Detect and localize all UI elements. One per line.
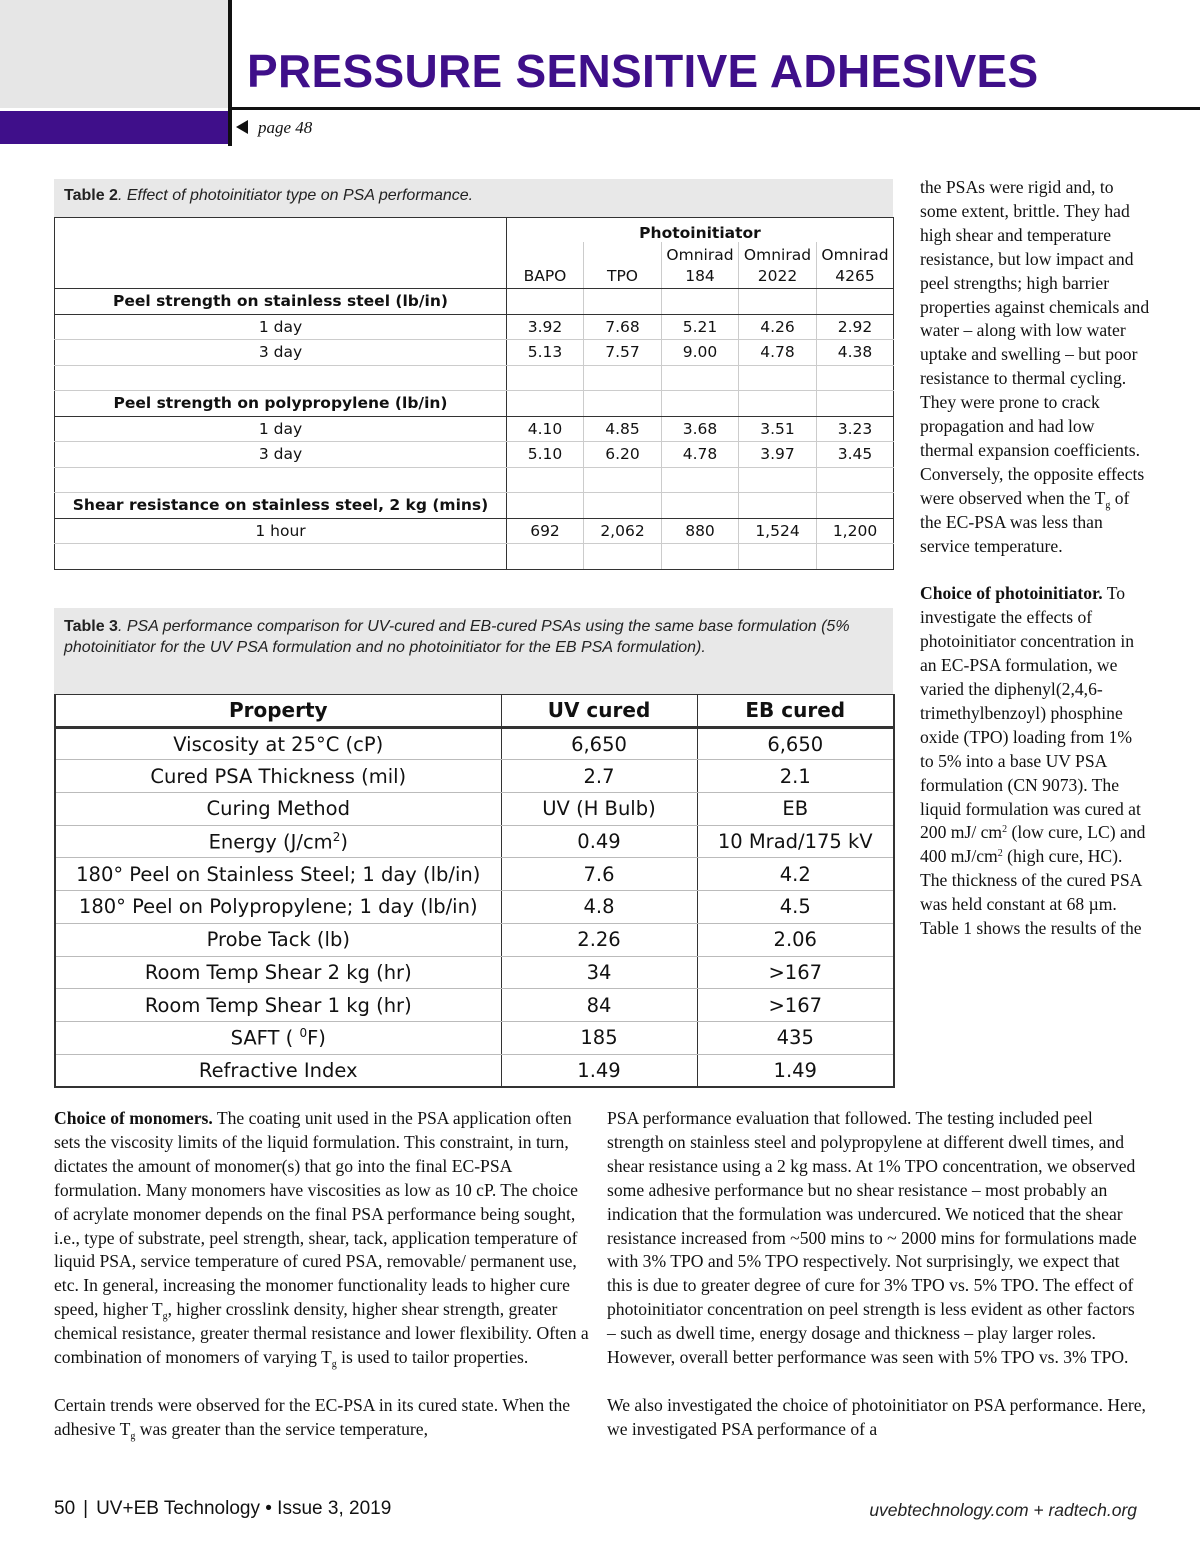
left-column-text [54, 1107, 589, 1442]
page-number: 50 [54, 1498, 76, 1519]
table2-header-row [55, 218, 894, 242]
table2-spacer-row [55, 467, 894, 493]
table2-section-title: Shear resistance on stainless steel, 2 kg (mins) [55, 493, 507, 519]
header-horizontal-rule [228, 107, 1200, 110]
table2-corner-cell [55, 218, 507, 289]
table-row: Viscosity at 25°C (cP) 6,650 6,650 [55, 727, 894, 760]
table-row: 180° Peel on Polypropylene; 1 day (lb/in) 4.8 4.5 [55, 891, 894, 924]
table-row: Probe Tack (lb) 2.26 2.06 [55, 923, 894, 956]
table3-header-row [55, 695, 894, 728]
page-reference-link[interactable] [236, 118, 312, 138]
publication-name: UV+EB Technology • Issue 3, 2019 [96, 1498, 392, 1519]
header-vertical-rule [228, 0, 232, 146]
table-row: 1 hour 692 2,062 880 1,524 1,200 [55, 518, 894, 544]
table-row: 1 day 4.10 4.85 3.68 3.51 3.23 [55, 416, 894, 442]
table-row: 1 day 3.92 7.68 5.21 4.26 2.92 [55, 314, 894, 340]
paragraph: PSA performance evaluation that followed. The testing included peel strength on stainless steel and polypropylene at different dwell times, and shear resistance using a 2 kg mass. At 1% TPO concentration, we observed some adhesive performance but no shear resistance – most probably an indication that the formulation was undercured. We noticed that the shear resistance increased from ~500 mins to ~ 2000 mins for formulations made with 3% TPO and 5% TPO respectively. Not surprisingly, we expect that this is due to greater degree of cure for 3% TPO vs. 5% TPO. The effect of photoinitiator concentration on peel strength is less evident as other factors – such as dwell time, energy dosage and thickness – play larger roles. However, overall better performance was seen with 5% TPO vs. 3% TPO. [607, 1108, 1137, 1368]
table2 [54, 217, 894, 570]
table-row: Energy $(J/cm^2)$ 0.49 10 Mrad/175 kV [55, 825, 894, 858]
footer-websites-link[interactable]: uvebtechnology.com + radtech.org [869, 1500, 1137, 1520]
table2-spacer-row [55, 544, 894, 570]
page-reference-text: page 48 [258, 118, 313, 137]
footer-separator: | [83, 1498, 89, 1519]
table2-section-row [55, 391, 894, 417]
header-purple-bar [0, 111, 228, 144]
table2-col-header: Omnirad 184 [662, 242, 739, 289]
table-row: Room Temp Shear 2 kg (hr) 34 >167 [55, 956, 894, 989]
section-title: PRESSURE SENSITIVE ADHESIVES [247, 45, 1039, 97]
middle-column-text [607, 1107, 1147, 1442]
table2-section-row [55, 493, 894, 519]
saft-cell: SAFT ( $^0$F) [55, 1021, 501, 1054]
table2-section-row [55, 289, 894, 315]
paragraph: We also investigated the choice of photoinitiator on PSA performance. Here, we investigated PSA performance of a [607, 1394, 1146, 1439]
table2-section-title: Peel strength on stainless steel (lb/in) [55, 289, 507, 315]
table2-spacer-row [55, 365, 894, 391]
right-column-text [920, 176, 1150, 941]
table2-group-header: Photoinitiator [507, 218, 894, 242]
header-grey-block [0, 0, 228, 108]
table2-section-title: Peel strength on polypropylene (lb/in) [55, 391, 507, 417]
table-row: 180° Peel on Stainless Steel; 1 day (lb/in) 7.6 4.2 [55, 858, 894, 891]
table3 [54, 694, 895, 1088]
table-row: 3 day 5.13 7.57 9.00 4.78 4.38 [55, 340, 894, 366]
table2-col-header: TPO [584, 242, 662, 289]
table-row: Refractive Index 1.49 1.49 [55, 1054, 894, 1087]
table3-header-eb: EB cured [697, 695, 894, 728]
subheading-photoinitiator: Choice of photoinitiator. [920, 583, 1103, 604]
paragraph: the PSAs were rigid and, to some extent, brittle. They had high shear and temperature resistance, but low impact and peel strengths; high barrier properties against chemicals and water – along with low water uptake and swelling – but poor resistance to thermal cycling. They were prone to crack propagation and had low thermal expansion coefficients. Conversely, the opposite effects were observed when the $T_g$ of the EC-PSA was less than service temperature. [920, 177, 1150, 556]
table3-caption-label: Table 3 [64, 618, 118, 635]
table-row: Cured PSA Thickness (mil) 2.7 2.1 [55, 760, 894, 793]
table3-caption-text: . PSA performance comparison for UV-cured and EB-cured PSAs using the same base formulation (5% photoinitiator for the UV PSA formulation and no photoinitiator for the EB PSA formulation). [64, 618, 850, 656]
table2-caption-text: . Effect of photoinitiator type on PSA performance. [117, 187, 474, 204]
paragraph: Certain trends were observed for the EC-PSA in its cured state. When the adhesive $T_g$ was greater than the service temperature, [54, 1394, 571, 1442]
table2-caption-label: Table 2 [64, 187, 118, 204]
table2-col-header: Omnirad 2022 [739, 242, 817, 289]
table2-col-header: BAPO [507, 242, 584, 289]
paragraph: Choice of photoinitiator. To investigate the effects of photoinitiator concentration in an EC-PSA formulation, we varied the diphenyl(2,4,6-trimethylbenzoyl) phosphine oxide (TPO) loading from 1% to 5% into a base UV PSA formulation (CN 9073). The liquid formulation was cured at 200 mJ/ $cm^2$ (low cure, LC) and 400 $mJ/cm^2$ (high cure, HC). The thickness of the cured PSA was held constant at 68 µm. Table 1 shows the results of the [920, 583, 1146, 939]
table2-col-header: Omnirad 4265 [817, 242, 894, 289]
table-row: 3 day 5.10 6.20 4.78 3.97 3.45 [55, 442, 894, 468]
table3-header-uv: UV cured [501, 695, 697, 728]
table3-caption [54, 608, 893, 694]
table-row: Room Temp Shear 1 kg (hr) 84 >167 [55, 989, 894, 1022]
back-arrow-icon [236, 120, 248, 134]
paragraph: Choice of monomers. The coating unit used in the PSA application often sets the viscosity limits of the liquid formulation. This constraint, in turn, dictates the amount of monomer(s) that go into the final EC-PSA formulation. Many monomers have viscosities as low as 10 cP. The choice of acrylate monomer depends on the final PSA performance being sought, i.e., type of substrate, peel strength, shear, tack, application temperature of liquid PSA, service temperature of cured PSA, removable/ permanent use, etc. In general, increasing the monomer functionality leads to higher cure speed, higher $T_g$, higher crosslink density, higher shear strength, greater chemical resistance, greater thermal resistance and lower flexibility. Often a combination of monomers of varying $T_g$ is used to tailor properties. [54, 1108, 589, 1371]
table2-caption [54, 179, 893, 217]
table-row: SAFT ( $^0$F) 185 435 [55, 1021, 894, 1054]
footer-left [54, 1498, 391, 1520]
table-row: Curing Method UV (H Bulb) EB [55, 793, 894, 826]
table3-header-property: Property [55, 695, 501, 728]
subheading-monomers: Choice of monomers. [54, 1108, 213, 1128]
energy-cell: Energy $(J/cm^2)$ [55, 825, 501, 858]
